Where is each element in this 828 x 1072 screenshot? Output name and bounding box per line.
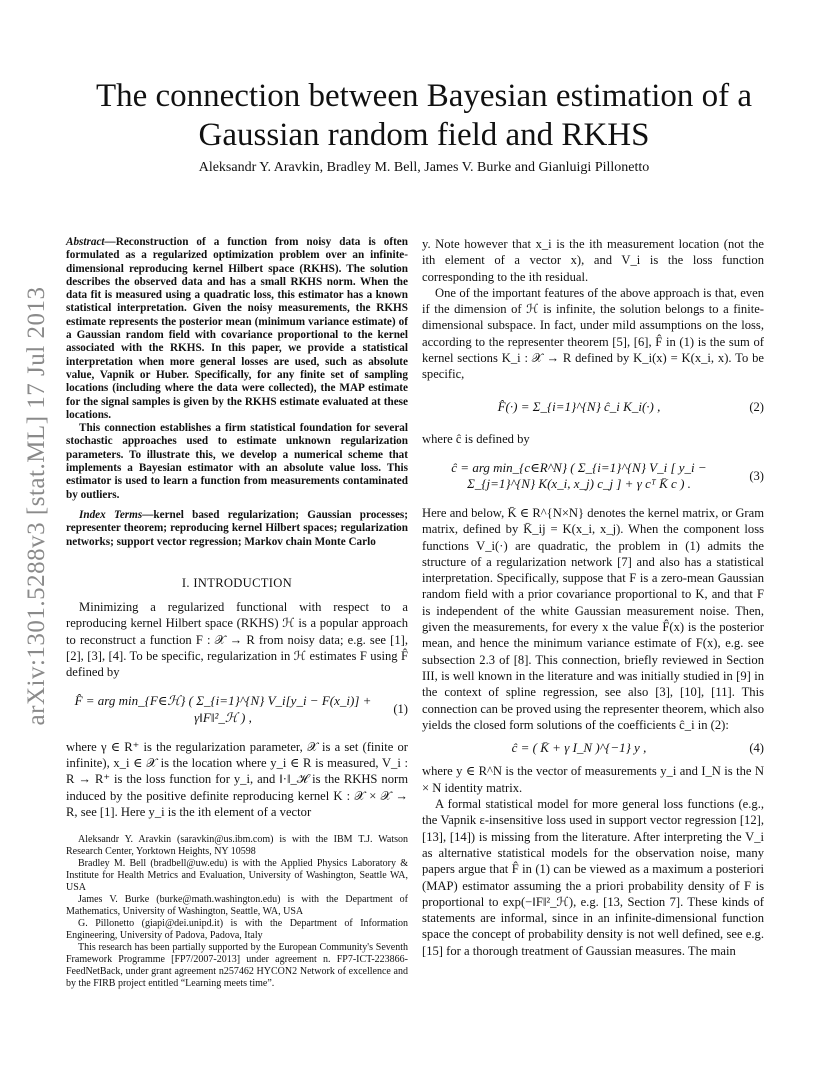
footnote-burke: James V. Burke (burke@math.washington.edu) is with the Department of Mathematics, University of Washington, Seattle, WA, USA	[66, 894, 408, 918]
right-paragraph-6: A formal statistical model for more general loss functions (e.g., the Vapnik ε-insensitive loss used in support vector regression [12], [13], [14]) is missing from the literature. After interpreting the V_i as alternative statistical models for the observation noise, many papers argue that F̂ in (1) can be viewed as a maximum a posteriori (MAP) estimator assuming the a priori probability density of F is proportional to exp(−‖F‖²_ℋ), e.g. [13, Section 7]. These kinds of statements are informal, since in an infinite-dimensional function space the concept of probability density is not well defined, see e.g. [15] for a thorough treatment of Gaussian measures. The main	[422, 797, 764, 958]
section-heading-introduction: I. INTRODUCTION	[181, 575, 293, 590]
footnote-pillonetto: G. Pillonetto (giapi@dei.unipd.it) is with the Department of Information Engineering, University of Padova, Padova, Italy	[66, 918, 408, 942]
equation-1-number: (1)	[393, 702, 408, 717]
right-paragraph-4: Here and below, K̄ ∈ R^{N×N} denotes the kernel matrix, or Gram matrix, defined by K̄_ij = K(x_i, x_j). When the component loss functions V_i(·) are quadratic, the problem in (1) admits the structure of a regularization network [7] and also has a statistical interpretation. Specifically, suppose that F is a zero-mean Gaussian random field with a prior covariance proportional to K, and that F is independent of the white Gaussian measurement noise. Then, given the measurements, for every x the value F̂(x) is the posterior mean, and hence the minimum variance estimate of F(x), e.g. see subsection 2.3 of [8]. This connection, briefly reviewed in Section III, is well known in the literature and was initially studied in [9] in the context of spline regression, see also [3], [10], [11]. This connection can be proved using the representer theorem, which also yields the closed form solutions of the coefficients ĉ_i in (2):	[422, 505, 765, 732]
abstract-text: Reconstruction of a function from noisy data is often formulated as a regularized optimization problem over an infinite-dimensional reproducing kernel Hilbert space (RKHS). The solution describes the observed data and has a small RKHS norm. When the data fit is measured using a quadratic loss, this estimator has a known statistical interpretation. Given the noisy measurements, the RKHS estimate represents the posterior mean (minimum variance estimate) of a Gaussian random field with covariance proportional to the kernel associated with the RKHS. In this paper, we provide a statistical interpretation when more general losses are used, such as absolute value, Vapnik or Huber. Specifically, for any finite set of sampling locations (including where the data were collected), the MAP estimate for the signal samples is given by the RKHS estimate evaluated at these locations.	[66, 236, 408, 421]
equation-1	[66, 688, 408, 732]
intro-paragraph-2: where γ ∈ R⁺ is the regularization parameter, 𝒳 is a set (finite or infinite), x_i ∈ 𝒳 is the location where y_i ∈ R is measured, V_i : R → R⁺ is the loss function for y_i, and ‖·‖_ℋ is the RKHS norm induced by the positive definite reproducing kernel K : 𝒳 × 𝒳 → R, see [1]. Here y_i is the ith element of a vector	[66, 739, 408, 819]
equation-3	[422, 454, 764, 498]
arxiv-identifier-stamp	[22, 286, 52, 726]
left-column	[66, 236, 408, 990]
author-list: Aleksandr Y. Aravkin, Bradley M. Bell, James V. Burke and Gianluigi Pillonetto	[198, 160, 650, 175]
intro-paragraph-1: Minimizing a regularized functional with respect to a reproducing kernel Hilbert space (RKHS) ℋ is a popular approach to reconstruct a function F : 𝒳 → R from noisy data; e.g. see [1], [2], [3], [4]. To be specific, regularization in ℋ estimates F using F̂ defined by	[66, 600, 408, 680]
footnote-aravkin: Aleksandr Y. Aravkin (saravkin@us.ibm.com) is with the IBM T.J. Watson Research Center, Yorktown Heights, NY 10598	[66, 834, 408, 858]
abstract-label: Abstract—	[66, 236, 116, 248]
right-paragraph-2: One of the important features of the above approach is that, even if the dimension of ℋ is infinite, the solution belongs to a finite-dimensional subspace. In fact, under mild assumptions on the loss, according to the representer theorem [5], [6], F̂ in (1) is the sum of kernel sections K_i : 𝒳 → R defined by K_i(x) = K(x_i, x). To be specific,	[422, 285, 764, 382]
paper-title: The connection between Bayesian estimation of a Gaussian random field and RKHS	[95, 78, 753, 153]
footnote-funding: This research has been partially supported by the European Community's Seventh Framework Programme [FP7/2007-2013] under agreement n. FP7-ICT-223866-FeedNetBack, under grant agreement n257462 HYCON2 Network of excellence and by the FIRB project entitled “Learning meets time”.	[66, 942, 408, 990]
arxiv-id: arXiv:1301.5288v3 [stat.ML] 17 Jul 2013	[23, 286, 50, 726]
equation-4-body: ĉ = ( K̄ + γ I_N )^{−1} y ,	[511, 740, 647, 756]
right-paragraph-1: y. Note however that x_i is the ith measurement location (not the ith element of a vector x), and V_i is the loss function corresponding to the ith residual.	[422, 237, 764, 284]
index-terms-label: Index Terms—	[79, 508, 154, 521]
abstract	[66, 236, 408, 422]
index-terms	[66, 509, 408, 549]
footnote-bell: Bradley M. Bell (bradbell@uw.edu) is with the Applied Physics Laboratory & Institute for Health Metrics and Evaluation, University of Washington, Seattle WA, USA	[66, 858, 408, 894]
equation-1-body: F̂ = arg min_{F∈ℋ} ( Σ_{i=1}^{N} V_i[y_i − F(x_i)] + γ‖F‖²_ℋ ) ,	[74, 693, 372, 725]
equation-2	[422, 390, 764, 424]
equation-3-number: (3)	[749, 468, 764, 483]
equation-3-body: ĉ = arg min_{c∈R^N} ( Σ_{i=1}^{N} V_i [ y_i − Σ_{j=1}^{N} K(x_i, x_j) c_j ] + γ cᵀ K̄ c ) .	[451, 459, 707, 491]
index-terms-text: kernel based regularization; Gaussian processes; representer theorem; reproducing kernel Hilbert spaces; regularization networks; support vector regression; Markov chain Monte Carlo	[66, 508, 408, 548]
abstract-paragraph-2: This connection establishes a firm statistical foundation for several stochastic approaches used to estimate unknown regularization parameters. To illustrate this, we develop a numerical scheme that implements a Bayesian estimator with an absolute value loss. This estimator is used to learn a function from measurements contaminated by outliers.	[66, 422, 408, 501]
equation-4-number: (4)	[749, 741, 764, 756]
right-column	[422, 236, 764, 959]
right-paragraph-3: where ĉ is defined by	[422, 431, 530, 446]
right-paragraph-5: where y ∈ R^N is the vector of measurements y_i and I_N is the N × N identity matrix.	[422, 764, 764, 795]
equation-4	[422, 740, 764, 756]
footnotes	[66, 834, 408, 990]
equation-2-body: F̂(·) = Σ_{i=1}^{N} ĉ_i K_i(·) ,	[497, 398, 661, 414]
equation-2-number: (2)	[749, 399, 764, 414]
